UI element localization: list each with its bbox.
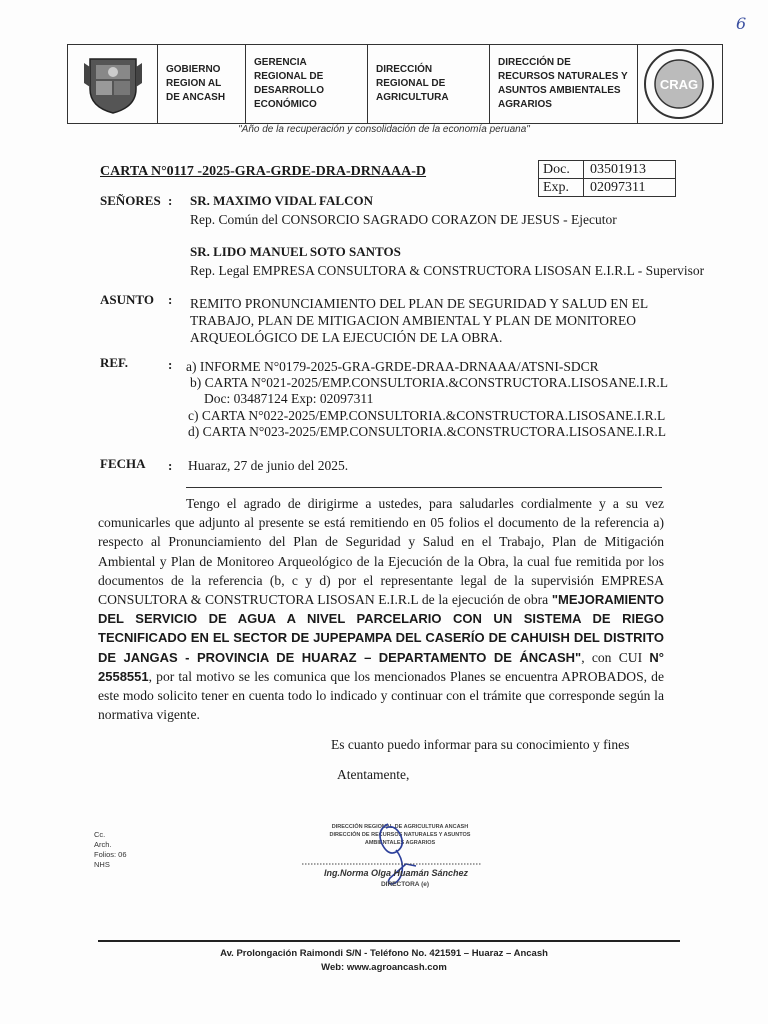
exp-row: [539, 178, 675, 196]
stamp-line-3: AMBIENTALES AGRARIOS: [364, 840, 436, 846]
asunto-line-1: REMITO PRONUNCIAMIENTO DEL PLAN DE SEGURIDAD Y SALUD EN EL: [190, 296, 649, 311]
ref-label: REF.: [100, 355, 129, 370]
motto: "Año de la recuperación y consolidación de la economía peruana": [238, 124, 530, 135]
doc-exp-box: [538, 160, 676, 197]
asunto-line-3: ARQUEOLÓGICO DE LA EJECUCIÓN DE LA OBRA.: [190, 330, 503, 345]
region-crest-icon: [80, 53, 146, 115]
closing-line: Es cuanto puedo informar para su conocimiento y fines: [331, 737, 630, 752]
header-direccion-agricultura-cell: DIRECCIÓN REGIONAL DE AGRICULTURA: [368, 45, 490, 123]
body-paragraph: [98, 494, 664, 724]
signatory-title: DIRECTORA (e): [380, 881, 430, 888]
carta-number: CARTA N°0117 -2025-GRA-GRDE-DRA-DRNAAA-D: [100, 164, 427, 179]
stamp-line-2: DIRECCIÓN DE RECURSOS NATURALES Y ASUNTOS: [329, 832, 471, 838]
letterhead-table: [67, 44, 723, 124]
signature-stamp: [300, 820, 490, 896]
asunto-label: ASUNTO: [100, 292, 154, 307]
doc-value: 03501913: [590, 162, 646, 177]
footer-web: Web: www.agroancash.com: [321, 962, 447, 973]
header-gobierno-cell: GOBIERNO REGION AL DE ANCASH: [158, 45, 246, 123]
footer-address: Av. Prolongación Raimondi S/N - Teléfono No. 421591 – Huaraz – Ancash: [220, 948, 548, 959]
exp-value: 02097311: [590, 180, 646, 195]
asunto-line-2: TRABAJO, PLAN DE MITIGACION AMBIENTAL Y PLAN DE MONITOREO: [190, 313, 637, 328]
doc-label: Doc.: [539, 161, 584, 178]
body-text-3: , por tal motivo se les comunica que los mencionados Planes se encuentra APROBADOS, de este modo solicito tener en cuenta todo lo indicado y continuar con el trámite que corresponde según la normativa vigente.: [98, 668, 664, 723]
senores-sep: :: [168, 193, 173, 208]
ref-line-b: b) CARTA N°021-2025/EMP.CONSULTORIA.&CONSTRUCTORA.LISOSANE.I.R.L: [190, 375, 669, 390]
recipient-2-role: Rep. Legal EMPRESA CONSULTORA & CONSTRUCTORA LISOSAN E.I.R.L - Supervisor: [190, 263, 705, 278]
seal-text: CRAG: [659, 77, 699, 92]
footer-rule: [98, 940, 680, 942]
exp-label: Exp.: [539, 179, 584, 196]
ref-line-d: d) CARTA N°023-2025/EMP.CONSULTORIA.&CONSTRUCTORA.LISOSANE.I.R.L: [188, 424, 667, 439]
fecha-divider: [186, 487, 662, 488]
crag-seal-cell: [638, 45, 720, 123]
senores-label: SEÑORES: [100, 193, 161, 208]
stamp-line-1: DIRECCIÓN REGIONAL DE AGRICULTURA ANCASH: [331, 824, 469, 830]
cui-number: N° 2558551: [98, 649, 664, 684]
fecha-label: FECHA: [100, 456, 146, 471]
cc-line: Cc.: [94, 830, 106, 839]
fecha-value: Huaraz, 27 de junio del 2025.: [188, 458, 349, 473]
ref-line-c: c) CARTA N°022-2025/EMP.CONSULTORIA.&CONSTRUCTORA.LISOSANE.I.R.L: [188, 408, 666, 423]
cc-line: Folios: 06: [94, 850, 127, 859]
header-gerencia-cell: GERENCIA REGIONAL DE DESARROLLO ECONÓMICO: [246, 45, 368, 123]
header-direccion-recursos-cell: DIRECCIÓN DE RECURSOS NATURALES Y ASUNTOS AMBIENTALES AGRARIOS: [490, 45, 638, 123]
page-mark: 6: [736, 14, 747, 33]
project-name: "MEJORAMIENTO DEL SERVICIO DE AGUA A NIVEL PARCELARIO CON UN SISTEMA DE RIEGO TECNIFICADO EN EL SECTOR DE JUPEPAMPA DEL CASERÍO DE CAHUISH DEL DISTRITO DE JANGAS - PROVINCIA DE HUARAZ – DEPARTAMENTO DE ÁNCASH": [98, 592, 664, 665]
cc-line: Arch.: [94, 840, 112, 849]
atentamente: Atentamente,: [337, 767, 410, 782]
cc-block: [94, 830, 127, 870]
body-text-1: Tengo el agrado de dirigirme a ustedes, para saludarles cordialmente y a su vez comunicarles que adjunto al presente se está remitiendo en 05 folios el documento de la referencia a) respecto al Pronunciamiento del Plan de Seguridad y Salud en el Trabajo, Plan de Mitigación Ambiental y Plan de Monitoreo Arqueológico de la Ejecución de la Obra, la cual fue remitida por los documentos de la referencia (b, c y d) por el representante legal de la supervisión EMPRESA CONSULTORA & CONSTRUCTORA LISOSAN E.I.R.L de la ejecución de obra: [98, 496, 664, 608]
ref-sep: :: [168, 357, 173, 372]
recipient-2-name: SR. LIDO MANUEL SOTO SANTOS: [190, 244, 401, 259]
signatory-name: Ing.Norma Olga Huamán Sánchez: [323, 868, 469, 878]
recipient-1-role: Rep. Común del CONSORCIO SAGRADO CORAZON DE JESUS - Ejecutor: [190, 212, 617, 227]
ref-line-a: a) INFORME N°0179-2025-GRA-GRDE-DRAA-DRNAAA/ATSNI-SDCR: [186, 359, 599, 374]
ref-line-b-doc: Doc: 03487124 Exp: 02097311: [204, 391, 374, 406]
doc-row: [539, 161, 675, 178]
crag-seal-icon: [643, 48, 715, 120]
asunto-sep: :: [168, 292, 173, 307]
body-text-2: , con CUI: [581, 649, 650, 665]
recipient-1-name: SR. MAXIMO VIDAL FALCON: [190, 193, 373, 208]
region-crest-cell: [68, 45, 158, 123]
cc-line: NHS: [94, 860, 110, 869]
fecha-sep: :: [168, 458, 173, 473]
